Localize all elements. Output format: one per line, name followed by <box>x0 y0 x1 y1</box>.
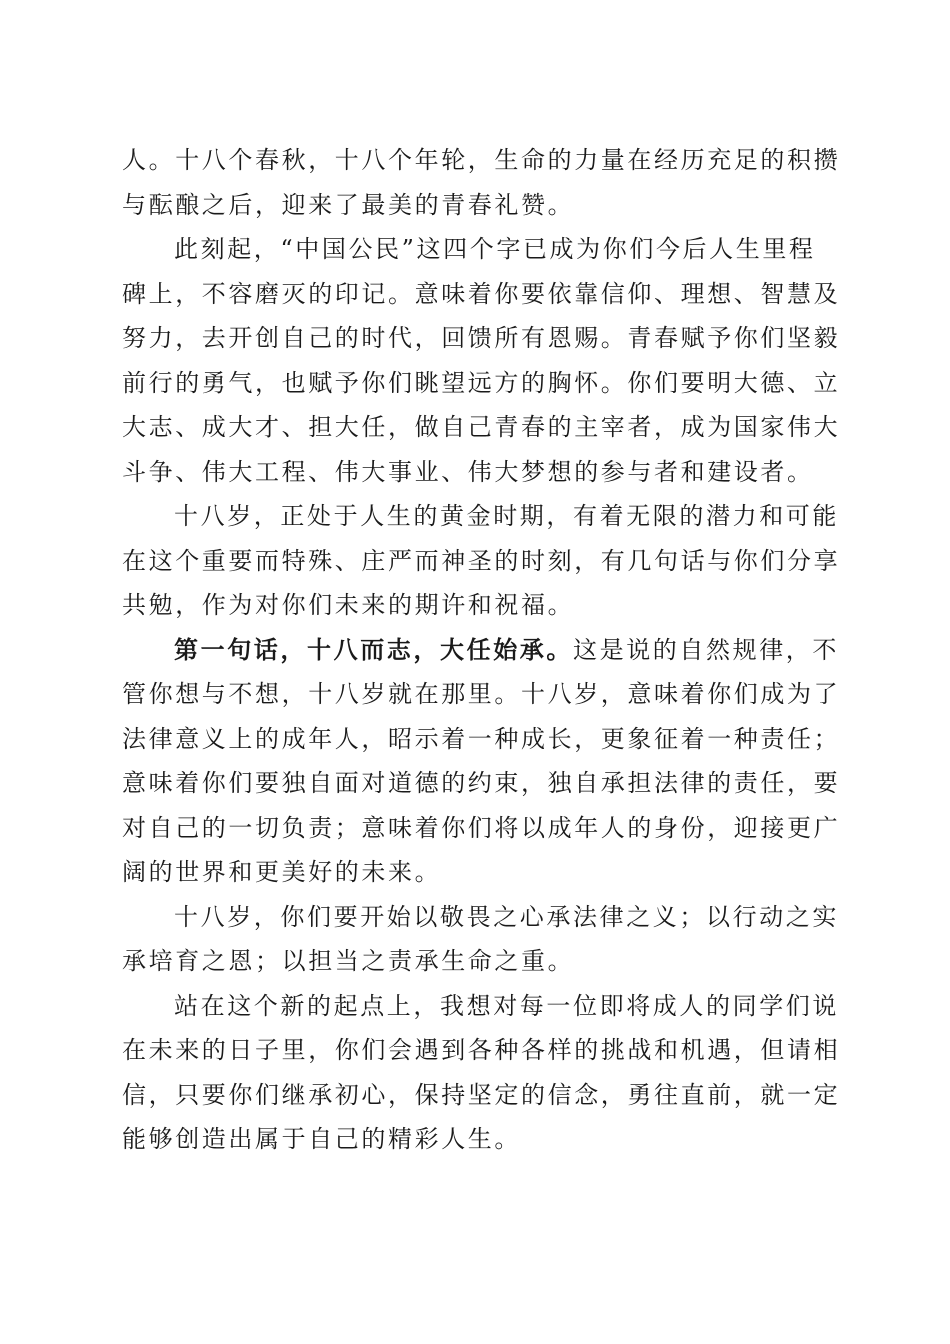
first-line-rest: 这是说的自然规律，不 <box>573 635 839 664</box>
paragraph-line: 管你想与不想，十八岁就在那里。十八岁，意味着你们成为了 <box>122 680 841 708</box>
paragraph-line: 承培育之恩；以担当之责承生命之重。 <box>122 947 575 975</box>
paragraph-line: 此刻起，“中国公民”这四个字已成为你们今后人生里程 <box>174 235 816 263</box>
paragraph-line: 与酝酿之后，迎来了最美的青春礼赞。 <box>122 190 575 219</box>
paragraph-line: 十八岁，你们要开始以敬畏之心承法律之义；以行动之实 <box>174 902 839 931</box>
paragraph-6 <box>122 984 841 1162</box>
paragraph-line: 能够创造出属于自己的精彩人生。 <box>122 1125 521 1153</box>
paragraph-line: 碑上，不容磨灭的印记。意味着你要依靠信仰、理想、智慧及 <box>122 279 841 308</box>
paragraph-line: 法律意义上的成年人，昭示着一种成长，更象征着一种责任； <box>122 724 841 753</box>
paragraph-line: 努力，去开创自己的时代，回馈所有恩赐。青春赋予你们坚毅 <box>122 324 841 352</box>
paragraph-line: 对自己的一切负责；意味着你们将以成年人的身份，迎接更广 <box>122 813 841 842</box>
paragraph-line: 站在这个新的起点上，我想对每一位即将成人的同学们说 <box>174 991 839 1020</box>
paragraph-line: 阔的世界和更美好的未来。 <box>122 858 442 886</box>
paragraph-4 <box>122 628 841 895</box>
paragraph-5 <box>122 895 839 984</box>
paragraph-line: 前行的勇气，也赋予你们眺望远方的胸怀。你们要明大德、立 <box>122 368 841 397</box>
paragraph-line: 在未来的日子里，你们会遇到各种各样的挑战和机遇，但请相 <box>122 1036 841 1064</box>
paragraph-first-line <box>122 628 839 673</box>
paragraph-line: 斗争、伟大工程、伟大事业、伟大梦想的参与者和建设者。 <box>122 457 814 486</box>
paragraph-1 <box>122 138 841 227</box>
paragraph-line: 信，只要你们继承初心，保持坚定的信念，勇往直前，就一定 <box>122 1080 841 1109</box>
paragraph-line: 人。十八个春秋，十八个年轮，生命的力量在经历充足的积攒 <box>122 146 841 174</box>
bold-heading-phrase: 第一句话，十八而志，大任始承。 <box>174 634 573 664</box>
paragraph-line: 十八岁，正处于人生的黄金时期，有着无限的潜力和可能 <box>174 502 839 530</box>
paragraph-line: 在这个重要而特殊、庄严而神圣的时刻，有几句话与你们分享 <box>122 546 841 575</box>
paragraph-line: 共勉，作为对你们未来的期许和祝福。 <box>122 591 575 619</box>
paragraph-2 <box>122 227 841 494</box>
paragraph-line: 意味着你们要独自面对道德的约束，独自承担法律的责任，要 <box>122 769 841 797</box>
paragraph-line: 大志、成大才、担大任，做自己青春的主宰者，成为国家伟大 <box>122 413 841 441</box>
body-text <box>122 138 841 1162</box>
paragraph-3 <box>122 494 841 628</box>
